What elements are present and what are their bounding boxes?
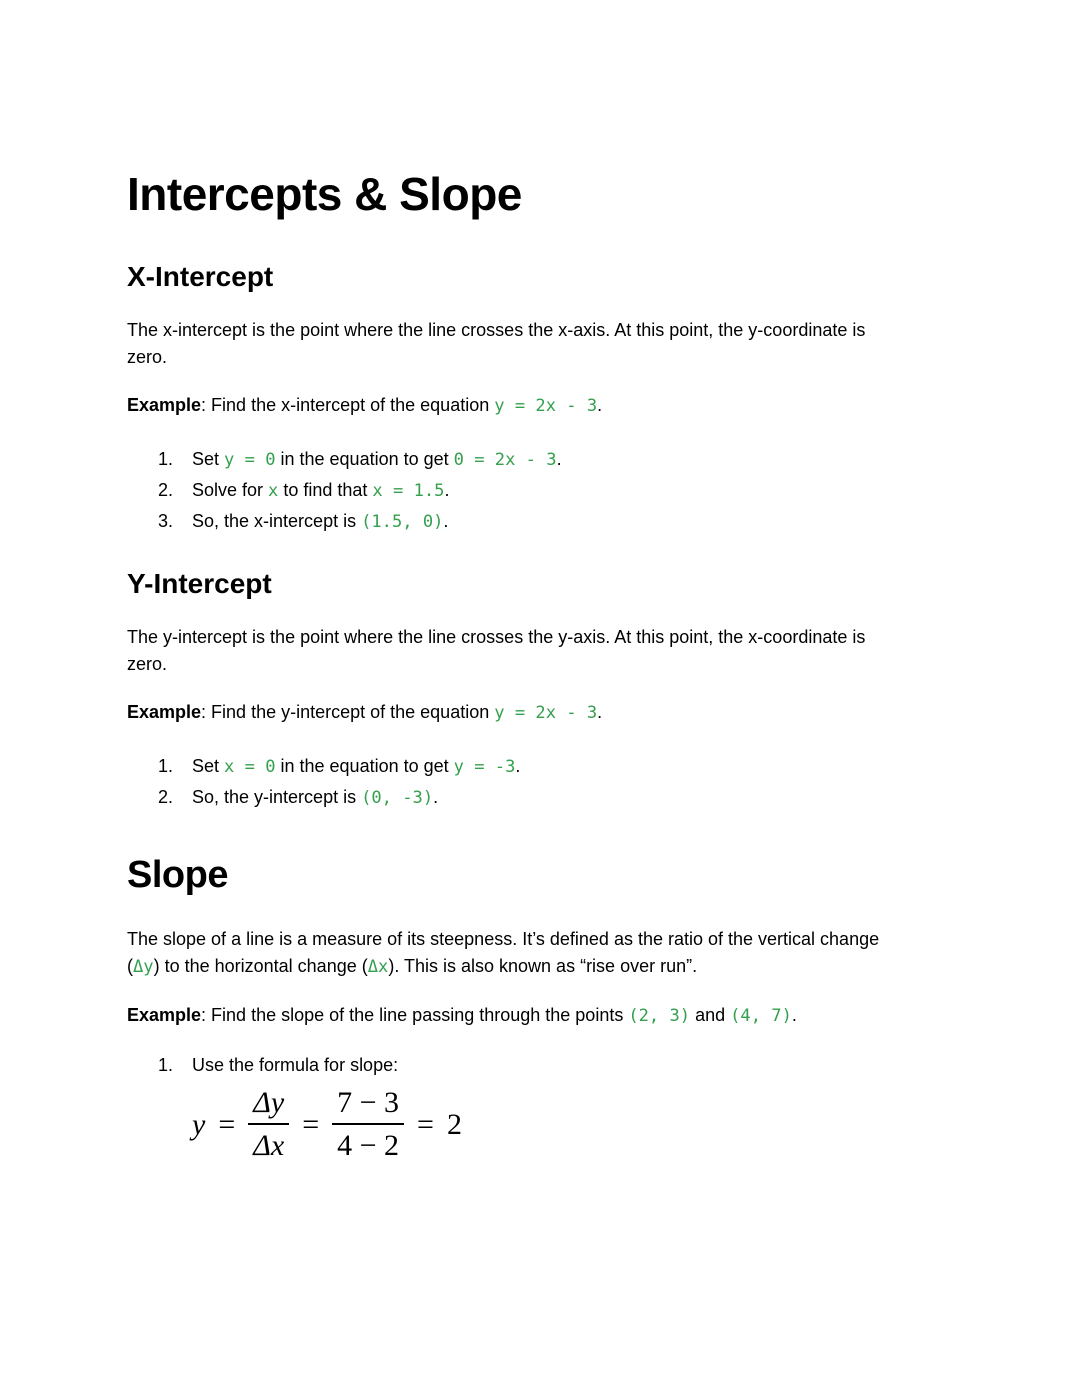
fraction-denominator: Δx — [253, 1129, 285, 1162]
fraction-numerator: Δy — [253, 1086, 285, 1119]
list-item — [127, 506, 967, 537]
equals-sign: = — [218, 1107, 236, 1141]
list-number: 3. — [158, 511, 174, 531]
fraction-bar — [332, 1123, 404, 1125]
x-intercept-description: The x-intercept is the point where the line crosses the x-axis. At this point, the y-coordinate is zero. — [127, 320, 866, 367]
list-number: 1. — [158, 1055, 174, 1075]
formula-fraction-numeric — [332, 1086, 404, 1162]
list-text: Use the formula for slope: — [192, 1055, 399, 1075]
list-item — [127, 782, 967, 813]
list-item-body — [192, 1050, 462, 1162]
list-number: 1. — [158, 449, 174, 469]
fraction-denominator: 4 − 2 — [337, 1129, 400, 1162]
list-text: Set x = 0 in the equation to get y = -3. — [192, 756, 521, 777]
list-number: 2. — [158, 480, 174, 500]
heading-x-intercept: X-Intercept — [127, 261, 274, 292]
equals-sign: = — [302, 1107, 320, 1141]
list-item — [127, 1050, 967, 1162]
slope-formula — [192, 1086, 462, 1162]
equals-sign: = — [417, 1107, 434, 1141]
x-intercept-example: Example: Find the x-intercept of the equation y = 2x - 3. — [127, 395, 603, 416]
list-text: So, the x-intercept is (1.5, 0). — [192, 511, 449, 532]
slope-example: Example: Find the slope of the line passing through the points (2, 3) and (4, 7). — [127, 1005, 797, 1026]
heading-slope: Slope — [127, 854, 228, 896]
y-intercept-example: Example: Find the y-intercept of the equation y = 2x - 3. — [127, 702, 603, 723]
slope-steps — [127, 1050, 967, 1162]
fraction-numerator: 7 − 3 — [337, 1086, 400, 1119]
list-number: 1. — [158, 756, 174, 776]
list-item — [127, 751, 967, 782]
y-intercept-description: The y-intercept is the point where the line crosses the y-axis. At this point, the x-coordinate is zero. — [127, 627, 866, 674]
x-intercept-steps — [127, 444, 967, 537]
formula-fraction-delta — [248, 1086, 289, 1162]
formula-lhs: y — [192, 1107, 206, 1141]
list-text: So, the y-intercept is (0, -3). — [192, 787, 439, 808]
formula-result: 2 — [446, 1107, 462, 1141]
heading-y-intercept: Y-Intercept — [127, 568, 272, 599]
list-text: Solve for x to find that x = 1.5. — [192, 480, 450, 501]
list-text: Set y = 0 in the equation to get 0 = 2x - 3. — [192, 449, 562, 470]
list-item — [127, 444, 967, 475]
fraction-bar — [248, 1123, 289, 1125]
y-intercept-steps — [127, 751, 967, 813]
list-item — [127, 475, 967, 506]
document-title: Intercepts & Slope — [127, 168, 522, 220]
slope-description: The slope of a line is a measure of its steepness. It’s defined as the ratio of the vertical change (Δy) to the horizontal change (Δx). This is also known as “rise over run”. — [127, 929, 880, 977]
list-number: 2. — [158, 787, 174, 807]
